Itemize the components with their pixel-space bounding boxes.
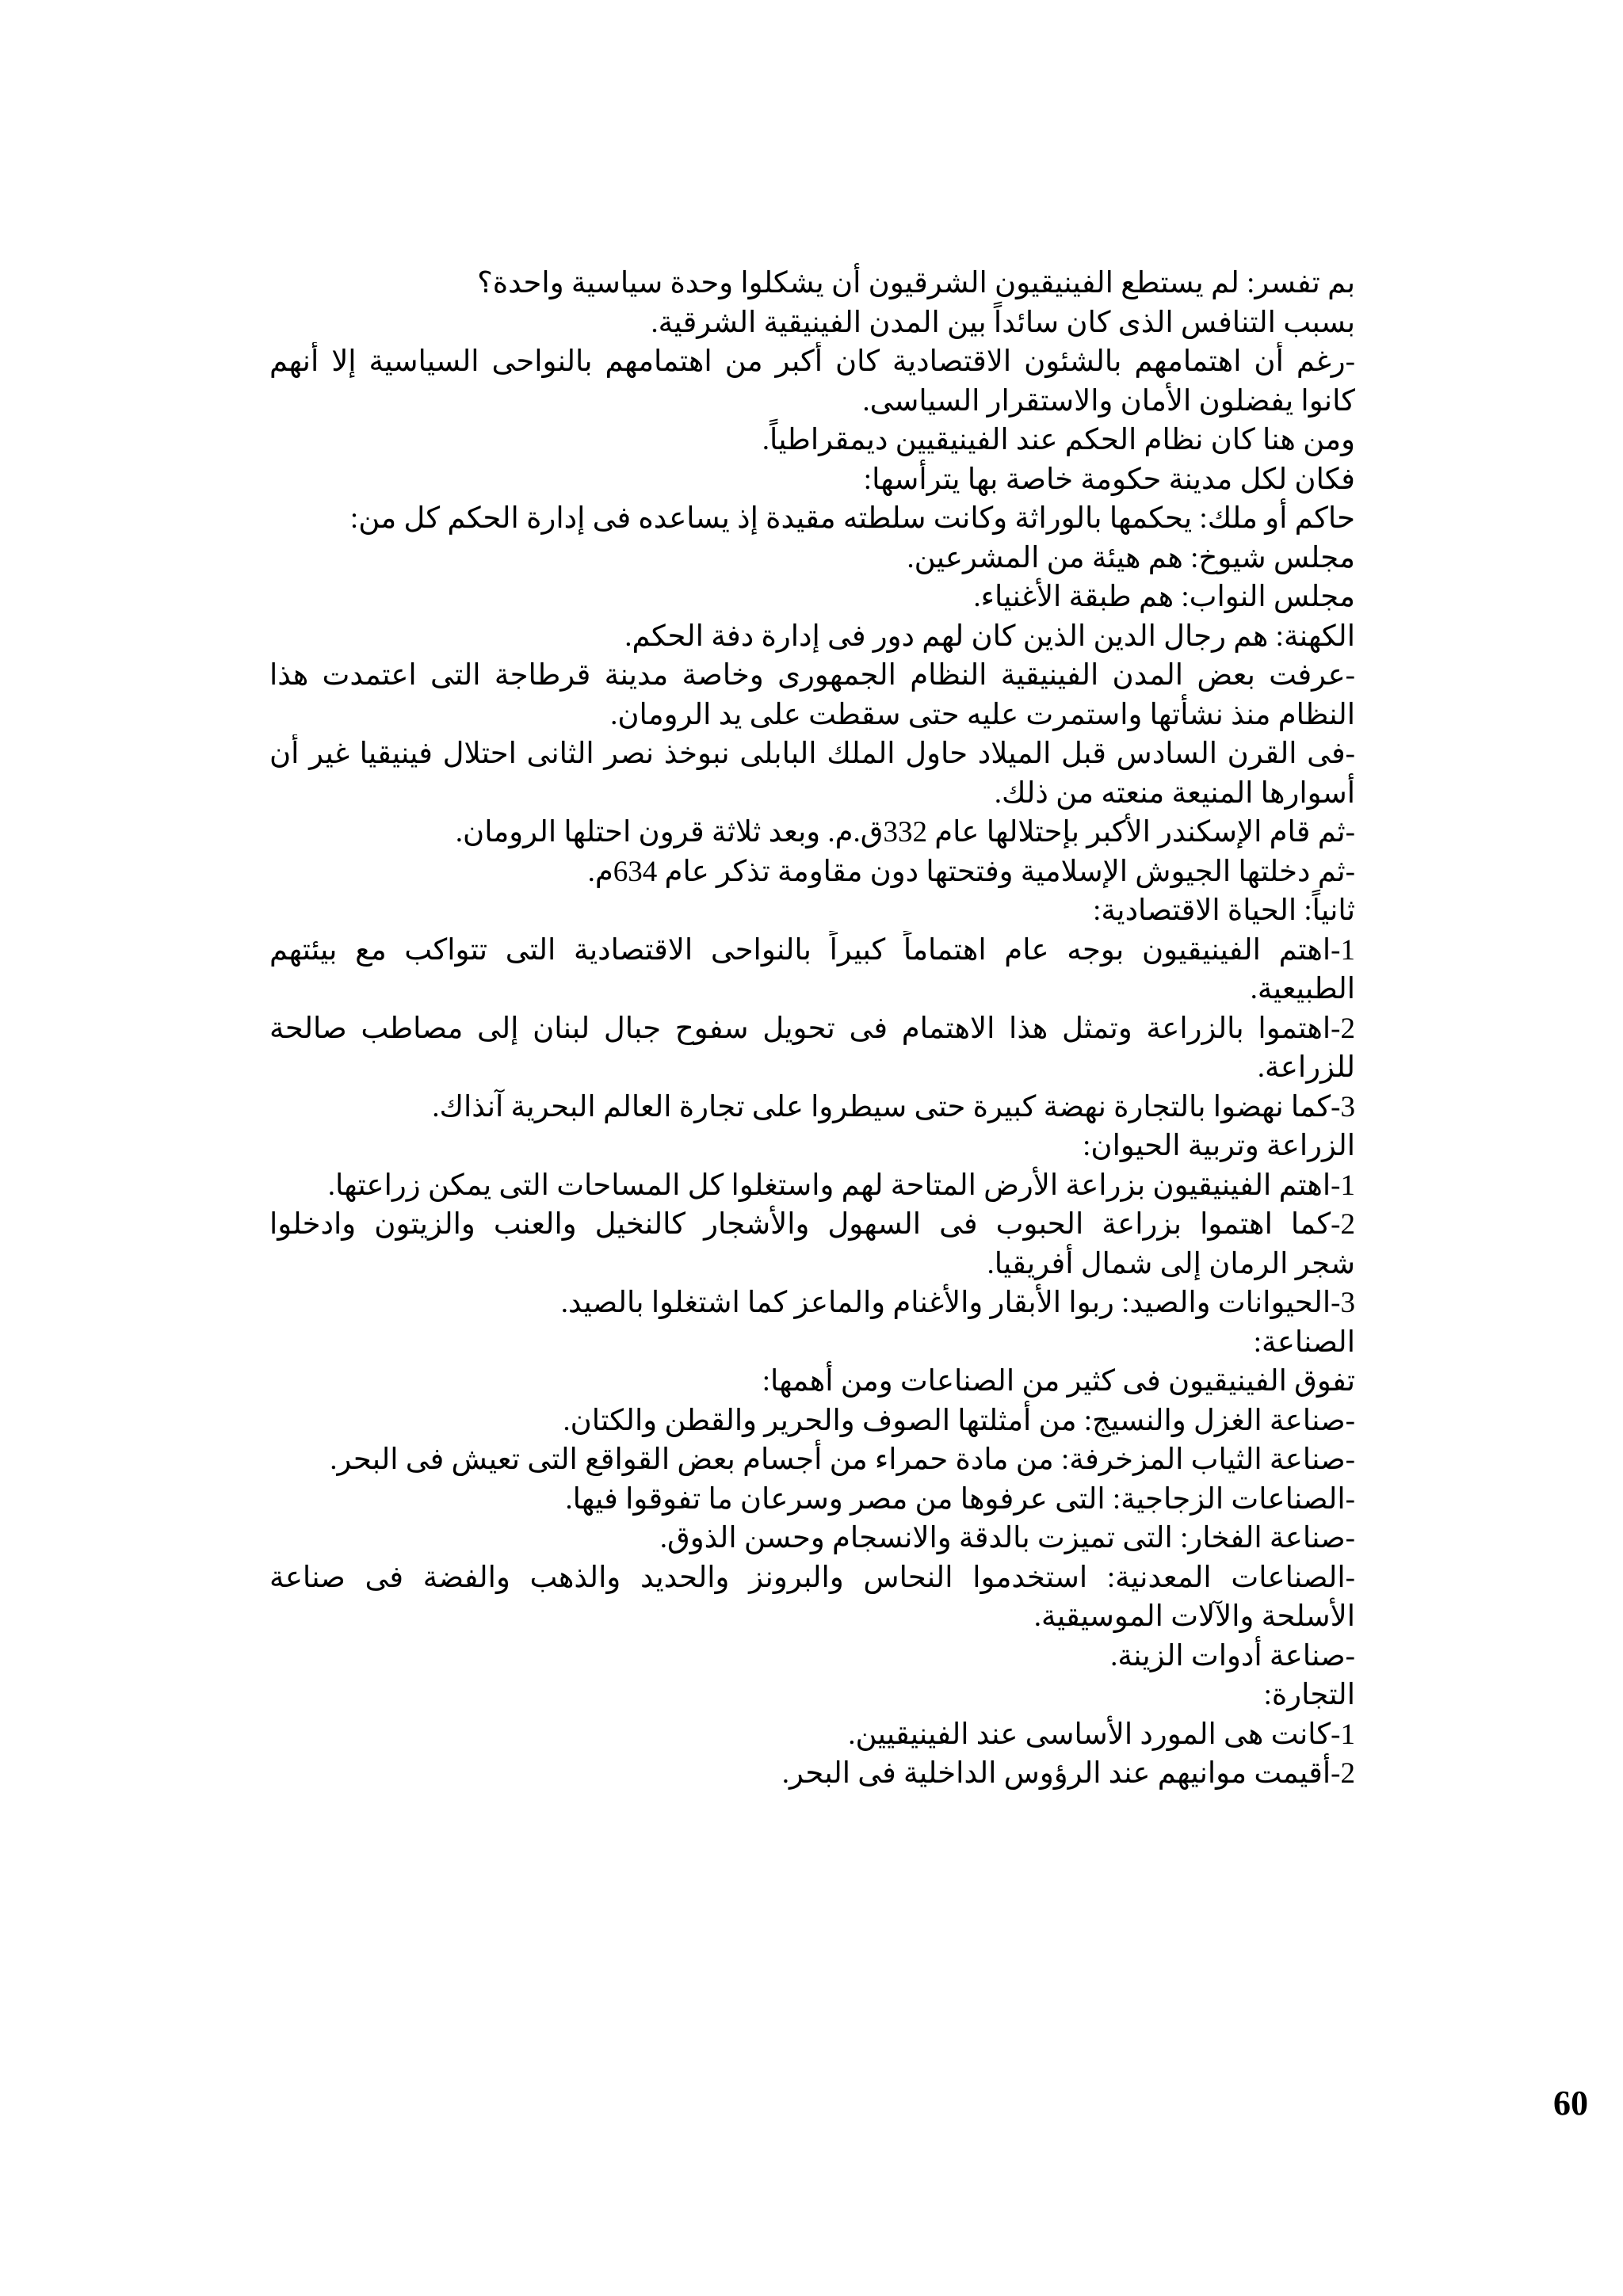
- text-line: تفوق الفينيقيون فى كثير من الصناعات ومن أهمها:: [762, 1365, 1355, 1398]
- text-line: -صناعة أدوات الزينة.: [1110, 1639, 1355, 1672]
- text-line: -رغم أن اهتمامهم بالشئون الاقتصادية كان أكبر من اهتمامهم بالنواحى السياسية إلا أنهم: [269, 345, 1355, 378]
- text-line: مجلس النواب: هم طبقة الأغنياء.: [973, 581, 1355, 613]
- text-line: كانوا يفضلون الأمان والاستقرار السياسى.: [862, 384, 1355, 418]
- text-line: -ثم دخلتها الجيوش الإسلامية وفتحتها دون مقاومة تذكر عام 634م.: [587, 855, 1355, 888]
- text-line: مجلس شيوخ: هم هيئة من المشرعين.: [907, 541, 1355, 574]
- text-line: 2-اهتموا بالزراعة وتمثل هذا الاهتمام فى تحويل سفوح جبال لبنان إلى مصاطب صالحة: [269, 1012, 1355, 1045]
- text-line: -صناعة الغزل والنسيج: من أمثلتها الصوف والحرير والقطن والكتان.: [563, 1404, 1355, 1437]
- text-line: الطبيعية.: [1250, 973, 1355, 1005]
- text-line: فكان لكل مدينة حكومة خاصة بها يترأسها:: [863, 463, 1355, 496]
- text-line: ثانياً: الحياة الاقتصادية:: [1093, 894, 1355, 927]
- text-line: 1-اهتم الفينيقيون بوجه عام اهتماماً كبيراً بالنواحى الاقتصادية التى تتواكب مع بيئتهم: [269, 933, 1355, 967]
- text-line: -عرفت بعض المدن الفينيقية النظام الجمهورى وخاصة مدينة قرطاجة التى اعتمدت هذا: [269, 659, 1355, 692]
- text-line: النظام منذ نشأتها واستمرت عليه حتى سقطت على يد الرومان.: [610, 698, 1355, 731]
- body-text: [269, 264, 1355, 1794]
- text-line: شجر الرمان إلى شمال أفريقيا.: [987, 1247, 1355, 1280]
- text-line: بم تفسر: لم يستطع الفينيقيون الشرقيون أن يشكلوا وحدة سياسية واحدة؟: [477, 267, 1355, 299]
- text-line: الزراعة وتربية الحيوان:: [1083, 1130, 1355, 1162]
- text-line: بسبب التنافس الذى كان سائداً بين المدن الفينيقية الشرقية.: [651, 306, 1355, 339]
- page-number: 60: [1553, 2084, 1588, 2122]
- text-line: الصناعة:: [1253, 1325, 1355, 1359]
- text-line: للزراعة.: [1257, 1051, 1355, 1084]
- text-line: الكهنة: هم رجال الدين الذين كان لهم دور فى إدارة دفة الحكم.: [624, 620, 1355, 653]
- text-line: التجارة:: [1263, 1679, 1355, 1711]
- text-line: -الصناعات الزجاجية: التى عرفوها من مصر وسرعان ما تفوقوا فيها.: [565, 1482, 1355, 1516]
- text-line: أسوارها المنيعة منعته من ذلك.: [994, 776, 1355, 810]
- text-line: 2-أقيمت موانيهم عند الرؤوس الداخلية فى البحر.: [781, 1757, 1355, 1790]
- text-line: -الصناعات المعدنية: استخدموا النحاس والبرونز والحديد والذهب والفضة فى صناعة: [269, 1561, 1355, 1594]
- text-line: -صناعة الثياب المزخرفة: من مادة حمراء من أجسام بعض القواقع التى تعيش فى البحر.: [330, 1444, 1355, 1476]
- text-line: -صناعة الفخار: التى تميزت بالدقة والانسجام وحسن الذوق.: [659, 1522, 1355, 1554]
- text-line: -ثم قام الإسكندر الأكبر بإحتلالها عام 332ق.م. وبعد ثلاثة قرون احتلها الرومان.: [455, 816, 1355, 849]
- text-line: 2-كما اهتموا بزراعة الحبوب فى السهول والأشجار كالنخيل والعنب والزيتون وادخلوا: [269, 1208, 1355, 1241]
- text-line: 3-الحيوانات والصيد: ربوا الأبقار والأغنام والماعز كما اشتغلوا بالصيد.: [560, 1287, 1355, 1319]
- text-line: حاكم أو ملك: يحكمها بالوراثة وكانت سلطته مقيدة إذ يساعده فى إدارة الحكم كل من:: [349, 502, 1355, 535]
- text-line: -فى القرن السادس قبل الميلاد حاول الملك البابلى نبوخذ نصر الثانى احتلال فينيقيا غير أن: [269, 738, 1355, 770]
- text-line: 1-كانت هى المورد الأساسى عند الفينيقيين.: [848, 1718, 1355, 1751]
- text-line: ومن هنا كان نظام الحكم عند الفينيقيين ديمقراطياً.: [762, 424, 1355, 456]
- text-line: 3-كما نهضوا بالتجارة نهضة كبيرة حتى سيطروا على تجارة العالم البحرية آنذاك.: [432, 1090, 1355, 1123]
- text-line: 1-اهتم الفينيقيون بزراعة الأرض المتاحة لهم واستغلوا كل المساحات التى يمكن زراعتها.: [327, 1169, 1355, 1202]
- text-line: الأسلحة والآلات الموسيقية.: [1033, 1600, 1355, 1633]
